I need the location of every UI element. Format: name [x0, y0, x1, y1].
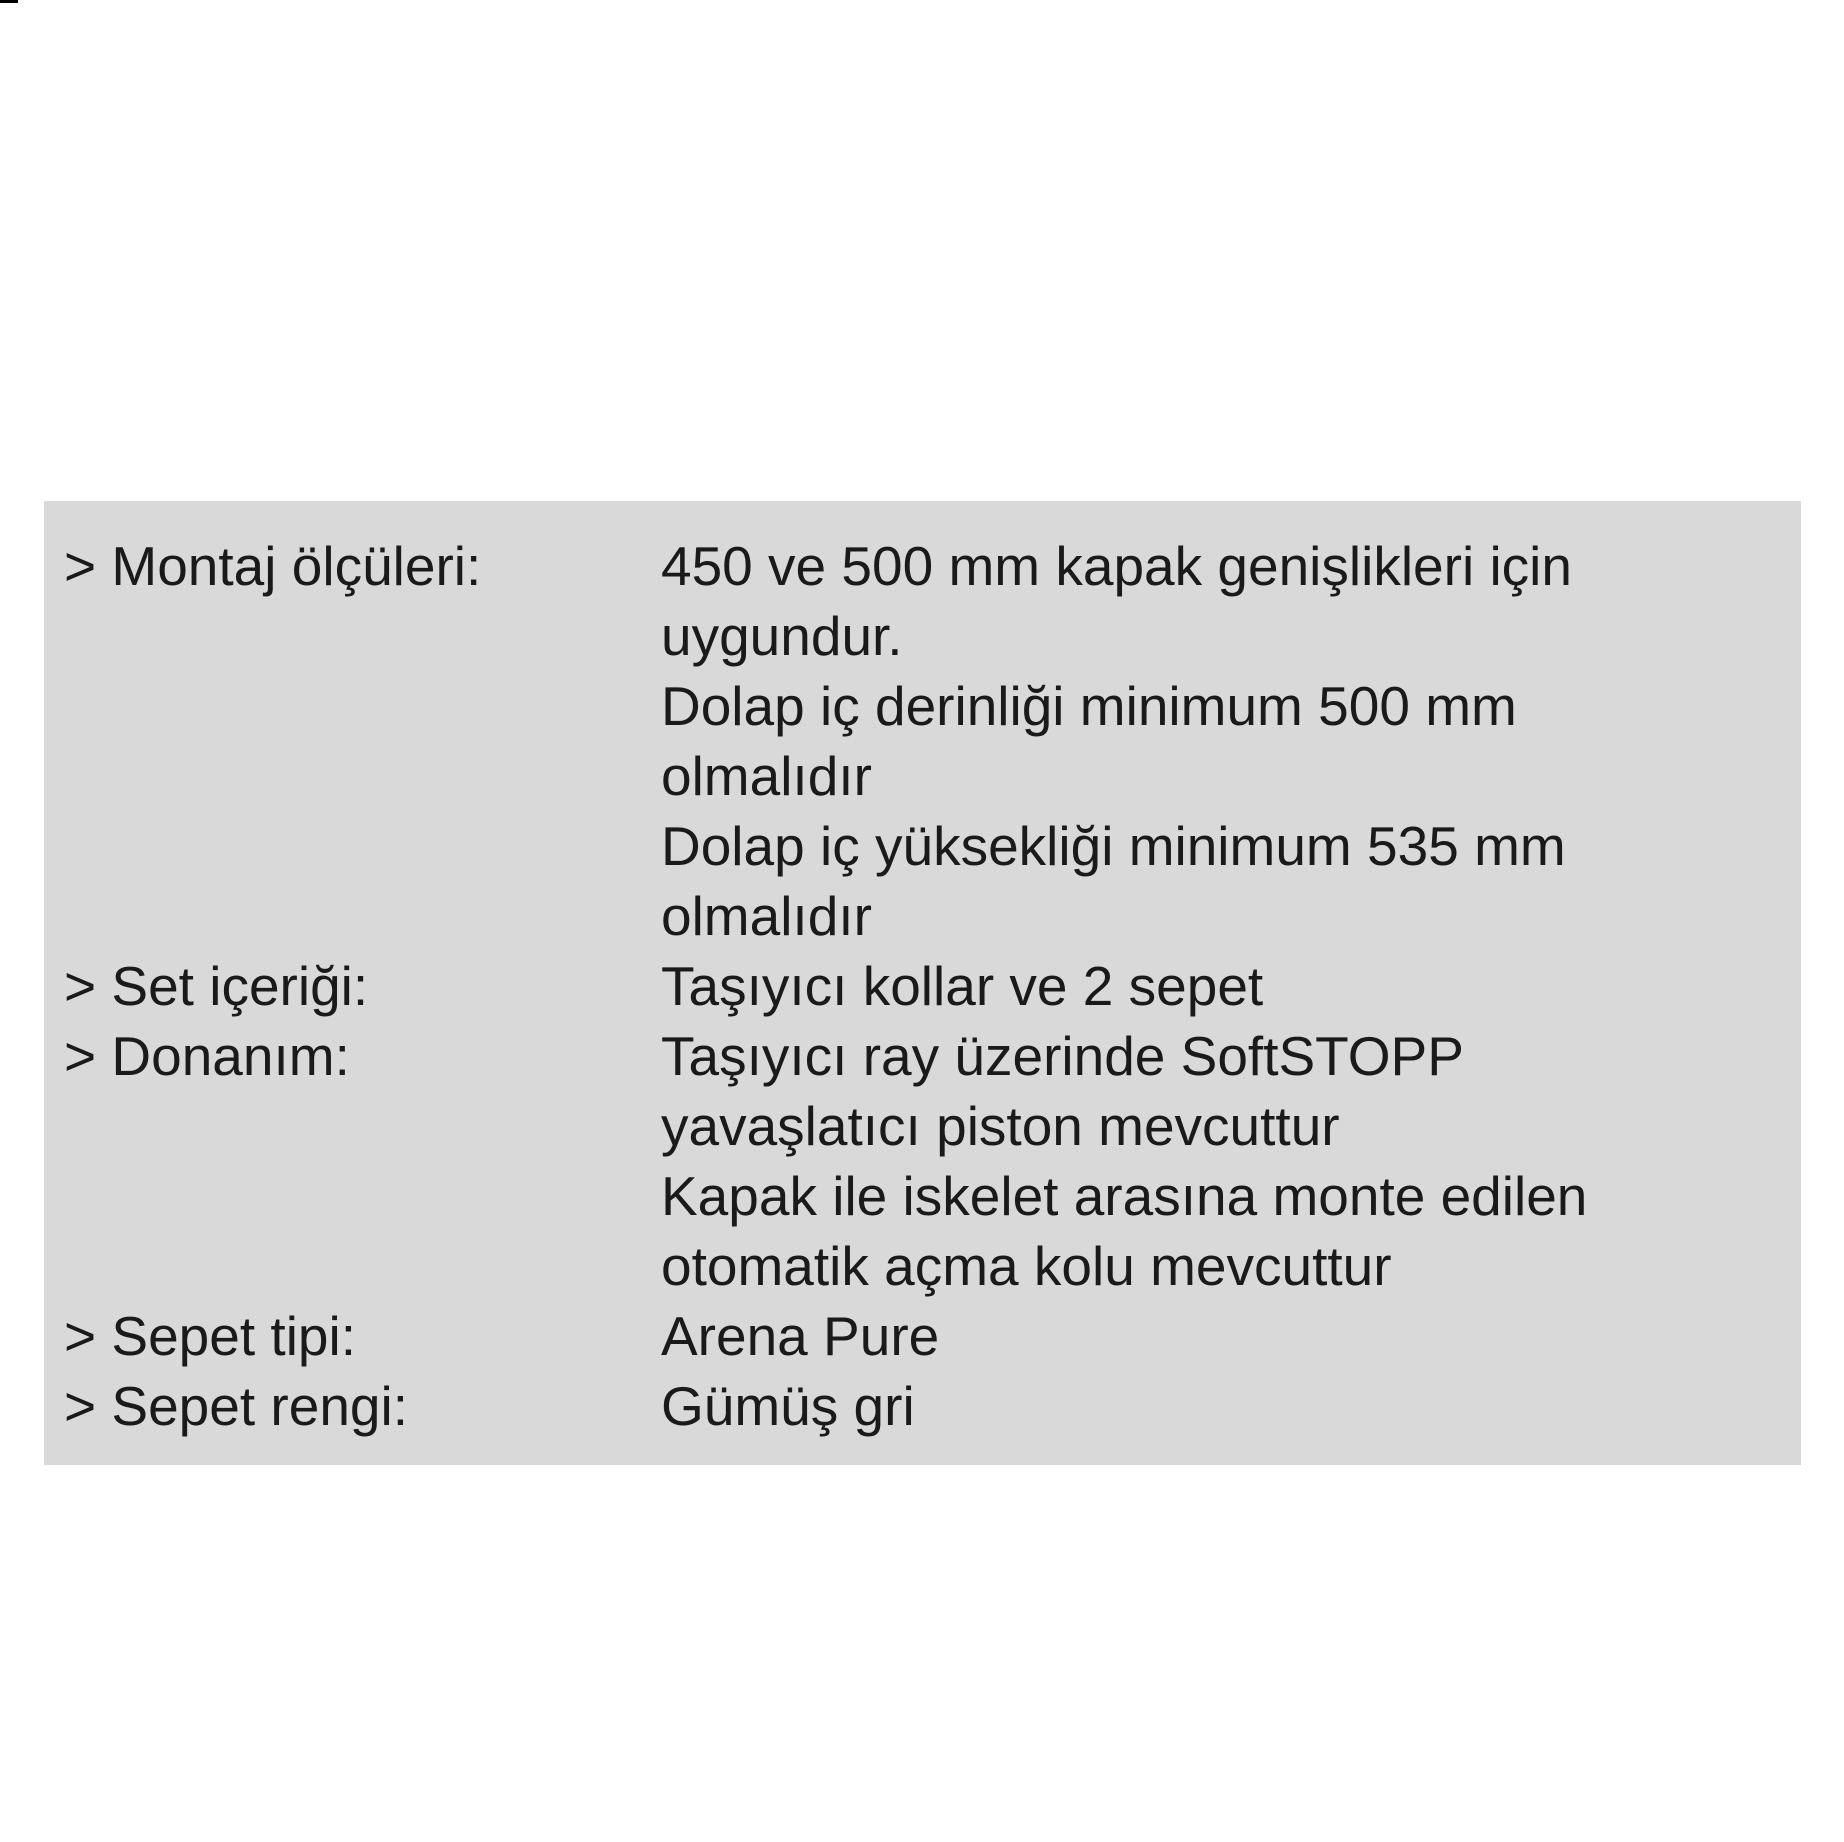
spec-value-basket-type [661, 1301, 1781, 1371]
spec-value-line: yavaşlatıcı piston mevcuttur [661, 1095, 1340, 1157]
spec-value-set-contents [661, 951, 1781, 1021]
spec-label-mounting-dimensions: > Montaj ölçüleri: [64, 535, 482, 597]
spec-label-basket-color: > Sepet rengi: [64, 1375, 408, 1437]
spec-value-basket-color [661, 1371, 1781, 1441]
spec-row-mounting-dimensions [64, 531, 1781, 951]
spec-row-set-contents [64, 951, 1781, 1021]
spec-label-basket-type: > Sepet tipi: [64, 1305, 356, 1367]
spec-value-line: 450 ve 500 mm kapak genişlikleri için [661, 535, 1572, 597]
spec-table [64, 531, 1781, 1441]
spec-label-equipment: > Donanım: [64, 1025, 350, 1087]
spec-value-line: Kapak ile iskelet arasına monte edilen [661, 1165, 1588, 1227]
spec-value-line: olmalıdır [661, 885, 872, 947]
spec-row-basket-type [64, 1301, 1781, 1371]
spec-value-line: olmalıdır [661, 745, 872, 807]
spec-value-line: otomatik açma kolu mevcuttur [661, 1235, 1392, 1297]
spec-value-mounting-dimensions [661, 531, 1781, 951]
spec-row-basket-color [64, 1371, 1781, 1441]
spec-row-equipment [64, 1021, 1781, 1301]
spec-panel [44, 501, 1801, 1465]
spec-value-line: Dolap iç derinliği minimum 500 mm [661, 675, 1517, 737]
spec-label-set-contents: > Set içeriği: [64, 955, 369, 1017]
spec-value-line: Taşıyıcı kollar ve 2 sepet [661, 955, 1264, 1017]
spec-value-equipment [661, 1021, 1781, 1301]
spec-value-line: Arena Pure [661, 1305, 940, 1367]
corner-crop-mark [0, 0, 18, 3]
spec-value-line: Taşıyıcı ray üzerinde SoftSTOPP [661, 1025, 1464, 1087]
spec-value-line: uygundur. [661, 605, 903, 667]
spec-value-line: Dolap iç yüksekliği minimum 535 mm [661, 815, 1566, 877]
spec-value-line: Gümüş gri [661, 1375, 915, 1437]
